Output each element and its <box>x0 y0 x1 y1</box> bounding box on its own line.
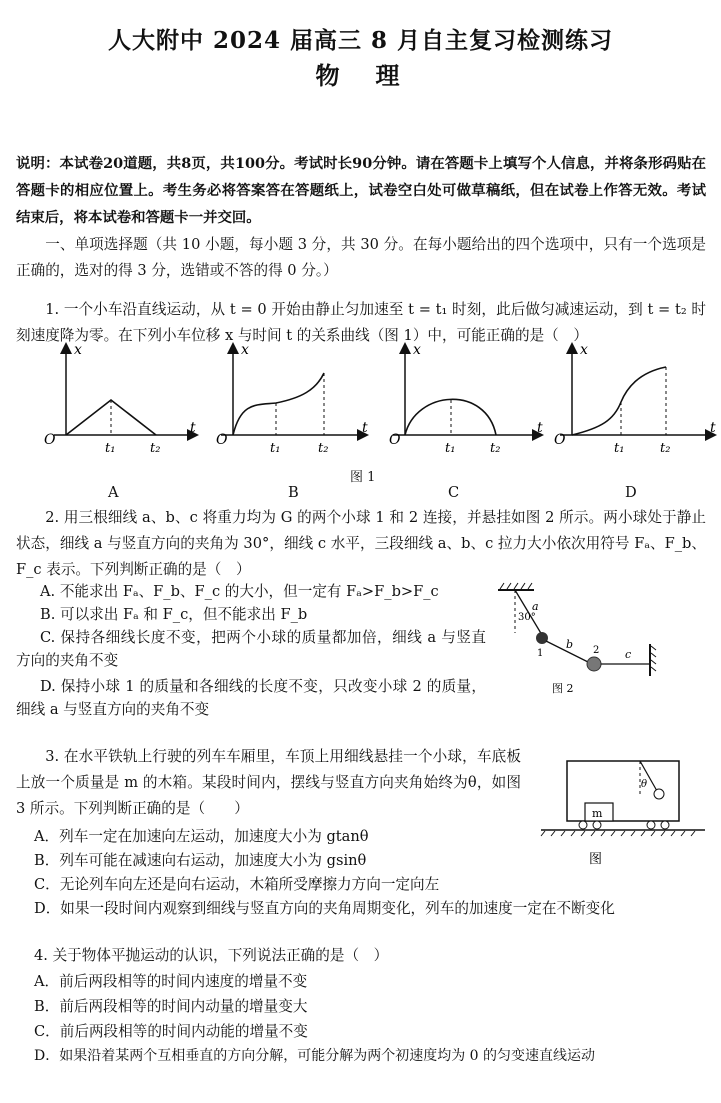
string-b-label: b <box>566 638 574 651</box>
graph-c-x-label: x <box>413 342 421 358</box>
figure-3-caption: 图 <box>589 852 603 867</box>
string-c-label: c <box>625 648 632 661</box>
graph-c <box>389 342 543 456</box>
graph-c-origin: O <box>389 432 401 448</box>
theta-label: θ <box>641 779 648 790</box>
ball-2 <box>587 657 601 671</box>
graph-a-origin: O <box>44 432 56 448</box>
pendulum-ball <box>654 789 664 799</box>
figure-2-caption: 图 2 <box>552 682 574 695</box>
q4-option-c: C．前后两段相等的时间内动能的增量不变 <box>34 1023 308 1040</box>
figure-3 <box>535 755 710 870</box>
section-heading: 一、单项选择题（共 10 小题，每小题 3 分，共 30 分。在每小题给出的四个选项中，只有一个选项是正确的，选对的得 3 分，选错或不答的得 0 分。） <box>16 236 706 279</box>
graph-d <box>554 342 716 456</box>
graph-b-t-label: t <box>362 420 368 436</box>
q4-option-a: A．前后两段相等的时间内速度的增量不变 <box>34 973 308 990</box>
option-b-label: B <box>288 484 299 501</box>
question-4-stem: 4. 关于物体平抛运动的认识，下列说法正确的是（ ） <box>34 947 389 964</box>
graph-c-t1: t₁ <box>445 441 456 456</box>
graph-d-origin: O <box>554 432 566 448</box>
question-3-stem: 3. 在水平铁轨上行驶的列车车厢里，车顶上用细线悬挂一个小球，车底板上放一个质量是 m 的木箱。某段时间内，摆线与竖直方向夹角始终为θ，如图 3 所示。下列判断正确的是（ ） <box>16 748 521 817</box>
graph-a <box>44 342 196 456</box>
graph-b-x-label: x <box>241 342 249 358</box>
angle-label: 30° <box>518 612 536 623</box>
q2-option-a: A. 不能求出 Fₐ、F_b、F_c 的大小，但一定有 Fₐ>F_b>F_c <box>40 583 439 600</box>
subject-title: 物 理 <box>315 61 406 90</box>
option-a-label: A <box>108 484 119 501</box>
question-1-stem: 1. 一个小车沿直线运动，从 t = 0 开始由静止匀加速至 t = t₁ 时刻，此后做匀减速运动，到 t = t₂ 时刻速度降为零。在下列小车位移 x 与时间 t 的关系曲线（图 1）中，可能正确的是（ ） <box>16 301 706 344</box>
graph-a-t1: t₁ <box>105 441 116 456</box>
graph-b <box>216 342 368 456</box>
graph-b-t1: t₁ <box>270 441 281 456</box>
graph-a-t-label: t <box>190 420 196 436</box>
string-a-label: a <box>532 600 539 613</box>
graph-c-t2: t₂ <box>490 441 501 456</box>
q3-option-a: A．列车一定在加速向左运动，加速度大小为 gtanθ <box>34 828 369 845</box>
figure-2 <box>490 578 690 698</box>
question-2-stem: 2. 用三根细线 a、b、c 将重力均为 G 的两个小球 1 和 2 连接，并悬挂如图 2 所示。两小球处于静止状态，细线 a 与竖直方向的夹角为 30°，细线 c 水平，三段细线 a、b、c 拉力大小依次用符号 Fₐ、F_b、F_c 表示。下列判断正确的是（ ） <box>16 509 706 578</box>
graph-d-x-label: x <box>580 342 588 358</box>
graph-d-t-label: t <box>710 420 716 436</box>
q3-option-d: D．如果一段时间内观察到细线与竖直方向的夹角周期变化，列车的加速度一定在不断变化 <box>34 900 615 917</box>
q4-option-d: D．如果沿着某两个互相垂直的方向分解，可能分解为两个初速度均为 0 的匀变速直线运动 <box>34 1048 596 1064</box>
option-c-label: C <box>448 484 460 501</box>
q2-option-b: B. 可以求出 Fₐ 和 F_c，但不能求出 F_b <box>40 606 308 623</box>
q2-option-d: D. 保持小球 1 的质量和各细线的长度不变，只改变小球 2 的质量，细线 a 与竖直方向的夹角不变 <box>16 678 486 718</box>
ball-1-label: 1 <box>537 648 544 659</box>
ball-1 <box>536 632 548 644</box>
graph-c-t-label: t <box>537 420 543 436</box>
graph-d-t2: t₂ <box>660 441 671 456</box>
option-d-label: D <box>625 484 637 501</box>
q3-option-b: B．列车可能在减速向右运动，加速度大小为 gsinθ <box>34 852 367 869</box>
q3-option-c: C．无论列车向左还是向右运动，木箱所受摩擦力方向一定向左 <box>34 876 440 893</box>
graph-d-t1: t₁ <box>614 441 625 456</box>
exam-title: 人大附中 2024 届高三 8 月自主复习检测练习 <box>107 27 614 54</box>
figure-1-caption: 图 1 <box>350 470 376 485</box>
box-label: m <box>592 807 603 820</box>
instructions: 说明：本试卷20道题，共8页，共100分。考试时长90分钟。请在答题卡上填写个人信息，并将条形码贴在答题卡的相应位置上。考生务必将答案答在答题纸上，试卷空白处可做草稿纸，但在试卷上作答无效。考试结束后，将本试卷和答题卡一并交回。 <box>16 155 706 226</box>
q2-option-c: C. 保持各细线长度不变，把两个小球的质量都加倍，细线 a 与竖直方向的夹角不变 <box>16 629 486 669</box>
ball-2-label: 2 <box>593 645 600 656</box>
graph-b-origin: O <box>216 432 228 448</box>
q4-option-b: B．前后两段相等的时间内动量的增量变大 <box>34 998 308 1015</box>
graph-a-x-label: x <box>74 342 82 358</box>
figure-1-graphs <box>16 340 721 460</box>
graph-a-t2: t₂ <box>150 441 161 456</box>
graph-b-t2: t₂ <box>318 441 329 456</box>
